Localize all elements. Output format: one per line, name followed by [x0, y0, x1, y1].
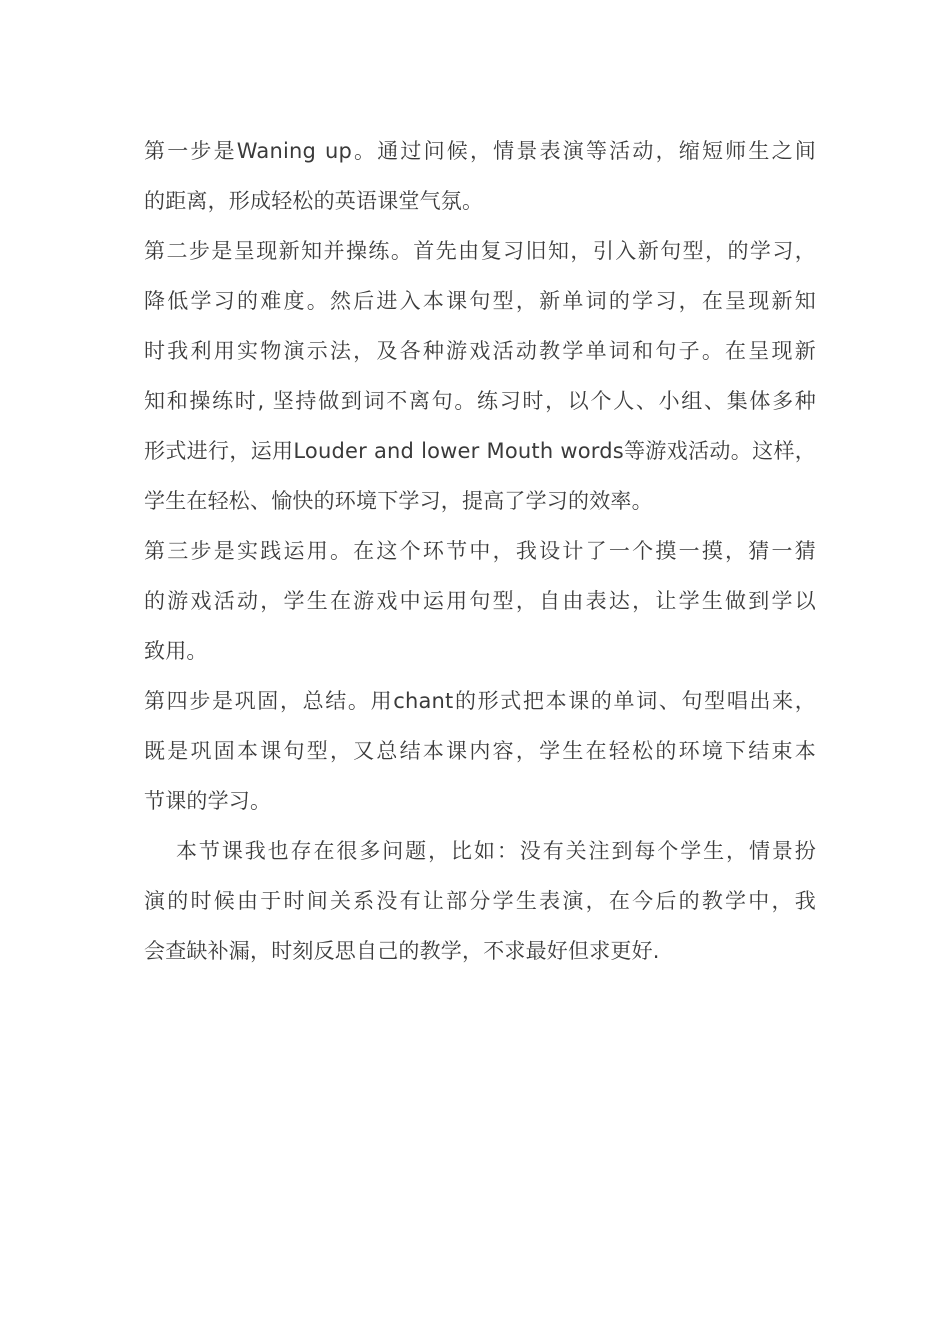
text-line: 形式进行，运用Louder and lower Mouth words等游戏活动。这样， [144, 439, 816, 463]
text-line: 时我利用实物演示法，及各种游戏活动教学单词和句子。在呈现新 [144, 339, 816, 363]
text-line: 既是巩固本课句型，又总结本课内容，学生在轻松的环境下结束本 [144, 739, 816, 763]
text-line: 第三步是实践运用。在这个环节中，我设计了一个摸一摸，猜一猜 [144, 539, 816, 563]
text-line: 第四步是巩固，总结。用chant的形式把本课的单词、句型唱出来， [144, 689, 816, 713]
text-line: 会查缺补漏，时刻反思自己的教学，不求最好但求更好. [144, 939, 660, 963]
text-line: 知和操练时, 坚持做到词不离句。练习时，以个人、小组、集体多种 [144, 389, 816, 413]
text-line: 第二步是呈现新知并操练。首先由复习旧知，引入新句型，的学习， [144, 239, 816, 263]
text-line: 的游戏活动，学生在游戏中运用句型，自由表达，让学生做到学以 [144, 589, 816, 613]
text-line: 学生在轻松、愉快的环境下学习，提高了学习的效率。 [144, 489, 653, 513]
text-line: 本节课我也存在很多问题，比如：没有关注到每个学生，情景扮 [176, 839, 816, 863]
text-line: 降低学习的难度。然后进入本课句型，新单词的学习，在呈现新知 [144, 289, 816, 313]
text-line: 演的时候由于时间关系没有让部分学生表演，在今后的教学中，我 [144, 889, 816, 913]
text-line: 的距离，形成轻松的英语课堂气氛。 [144, 189, 484, 213]
text-line: 第一步是Waning up。通过问候，情景表演等活动，缩短师生之间 [144, 139, 816, 163]
text-line: 节课的学习。 [144, 789, 272, 813]
body-text [144, 126, 816, 976]
text-line: 致用。 [144, 639, 208, 663]
